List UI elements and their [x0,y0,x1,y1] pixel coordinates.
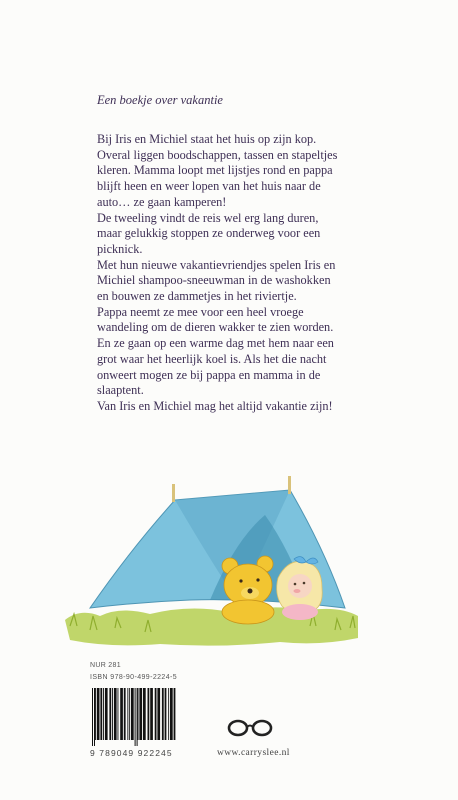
bear [222,556,274,624]
barcode-bar [114,688,117,740]
barcode-bar [131,688,134,740]
blurb-heading: Een boekje over vakantie [97,93,223,107]
barcode-bar [129,688,130,740]
barcode-bar [165,688,167,740]
barcode-bar [103,688,104,740]
blurb-line: blijft heen en weer lopen van het huis naar de [97,179,321,194]
blurb-line: Bij Iris en Michiel staat het huis op zijn kop. [97,132,317,146]
barcode-bar [150,688,153,740]
blurb-line: en bouwen ze dammetjes in het riviertje. [97,289,297,304]
blurb-line: De tweeling vindt de reis wel erg lang duren, [97,210,319,225]
blurb-line: Overal liggen boodschappen, tassen en stapeltjes [97,147,338,162]
barcode-bar [109,688,111,740]
blurb-line: Michiel shampoo-sneeuwman in de washokken [97,273,331,288]
barcode-bar [162,688,164,740]
blurb-text [97,132,412,415]
isbn-number: ISBN 978-90-499-2224-5 [90,674,178,681]
blurb-line: Met hun nieuwe vakantievriendjes spelen Iris en [97,257,336,272]
blurb-line: picknick. [97,241,143,256]
barcode-bar [120,688,123,740]
nur-code: NUR 281 [90,662,121,669]
barcode-bar [105,688,108,740]
blurb-line: grot waar het heerlijk koel is. Als het die nacht [97,351,327,366]
blurb-line: Van Iris en Michiel mag het altijd vakantie zijn! [97,398,333,413]
barcode-bar [95,688,96,740]
barcode-bar [170,688,173,740]
tent-illustration [60,470,360,650]
blurb-line: wandeling om de dieren wakker te zien worden. [97,320,334,335]
barcode-bar [148,688,150,740]
blurb-line: slaaptent. [97,383,144,398]
barcode-bar [124,688,126,740]
tent-pole-right [288,476,291,494]
website-link[interactable]: www.carryslee.nl [217,748,290,758]
blurb-line: kleren. Mamma loopt met lijstjes rond en pappa [97,163,333,178]
blurb-line: maar gelukkig stoppen ze onderweg voor een [97,226,321,241]
barcode-bar [174,688,176,740]
barcode-bar [157,688,160,740]
barcode-bar [139,688,142,740]
barcode-bar [118,688,119,740]
barcode [90,688,208,746]
barcode-number: 9 789049 922245 [90,748,173,758]
barcode-bar [112,688,113,740]
blurb-line: onweert mogen ze bij pappa en mamma in de [97,367,321,382]
barcode-bar [97,688,100,740]
barcode-bar [92,688,93,746]
barcode-bar [127,688,128,740]
barcode-bar [155,688,157,740]
barcode-bar [168,688,169,740]
tent-pole-left [172,484,175,502]
barcode-bar [100,688,102,740]
barcode-bar [138,688,139,740]
barcode-bar [143,688,146,740]
blurb-line: auto… ze gaan kamperen! [97,194,227,209]
barcode-bar [137,688,138,746]
barcode-bar [94,688,95,746]
blurb-line: En ze gaan op een warme dag met hem naar een [97,336,334,351]
barcode-bar [135,688,136,746]
glasses-logo [227,716,273,738]
blurb-line: Pappa neemt ze mee voor een heel vroege [97,304,304,319]
